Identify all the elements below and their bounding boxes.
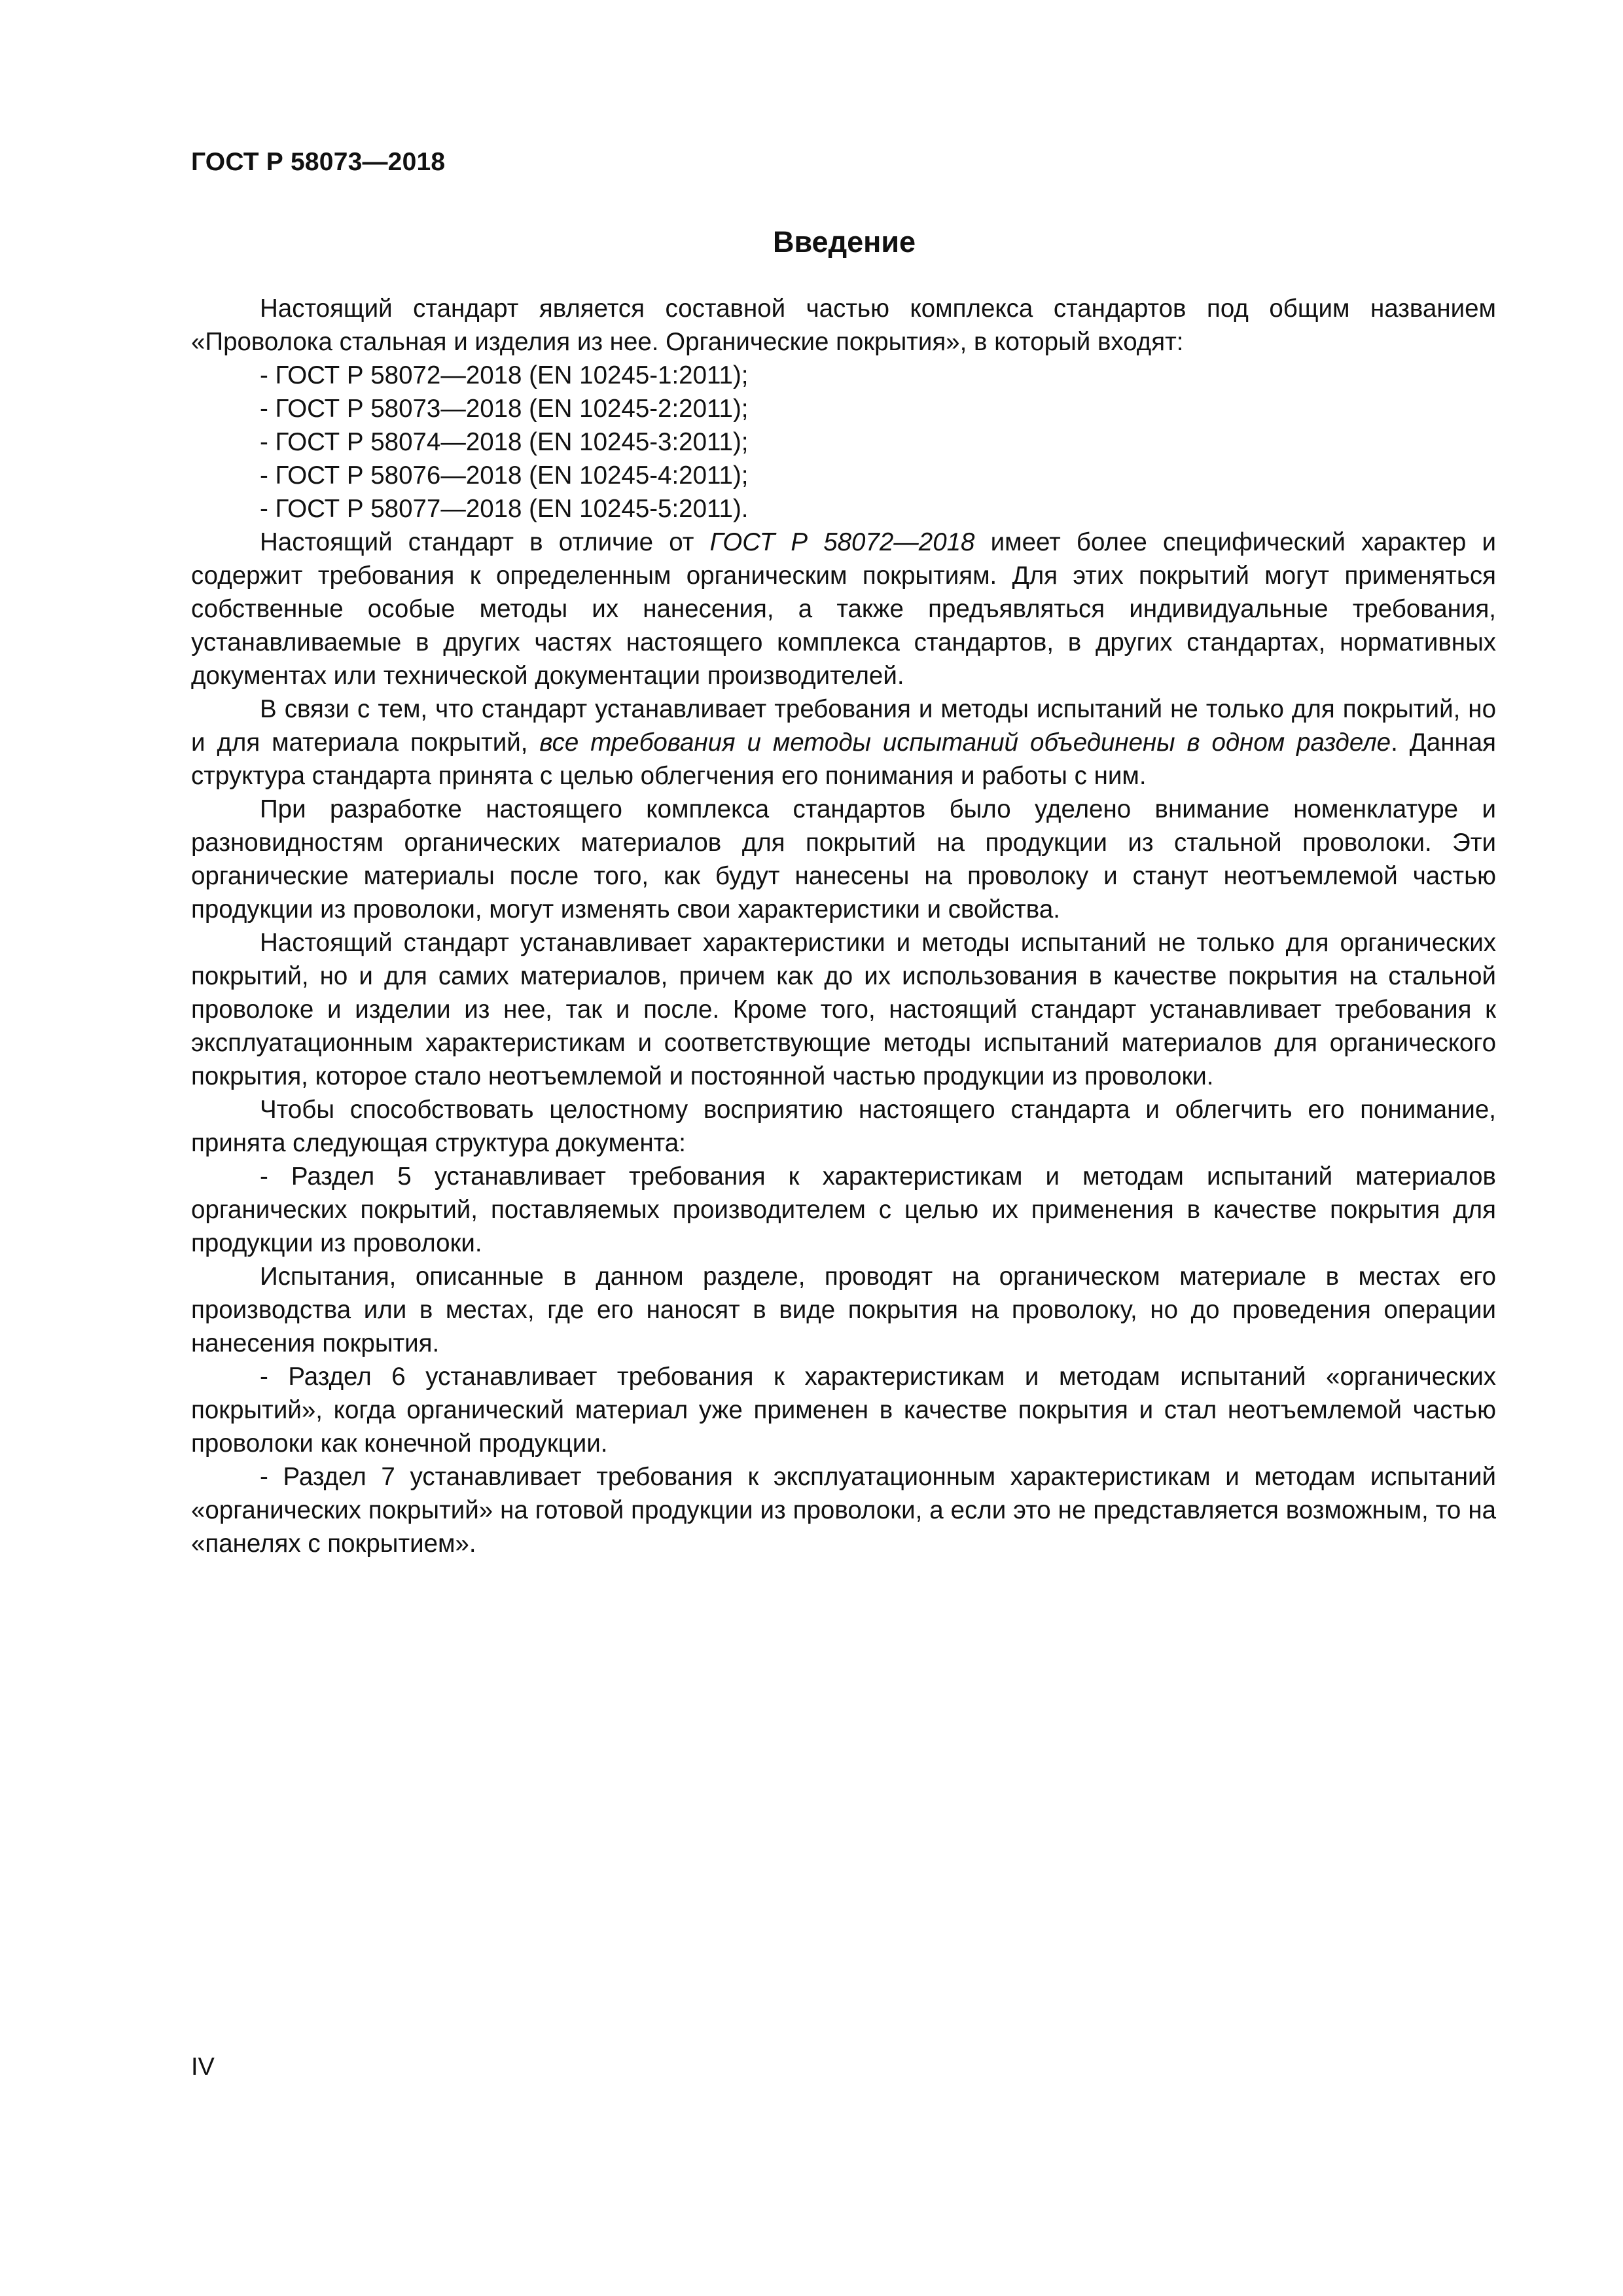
list-item: - ГОСТ Р 58077—2018 (EN 10245-5:2011).: [260, 495, 749, 523]
section-title: Введение: [772, 225, 916, 259]
paragraph-text: Настоящий стандарт в отличие от: [260, 528, 710, 556]
paragraph-structure-reason: [191, 692, 1496, 793]
list-item: - ГОСТ Р 58072—2018 (EN 10245-1:2011);: [260, 361, 749, 389]
paragraph-intro: Настоящий стандарт является составной частью комплекса стандартов под общим названием «Проволока стальная и изделия из нее. Органические покрытия», в который входят:: [191, 295, 1496, 356]
paragraph-text: В связи с тем, что стандарт устанавливает требования и методы испытаний не только для покрытий, но и для материала покрытий,: [191, 695, 1496, 757]
paragraph-text: . Данная структура стандарта принята с целью облегчения его понимания и работы с ним.: [191, 728, 1496, 790]
paragraph-section-5: - Раздел 5 устанавливает требования к характеристикам и методам испытаний материалов органических покрытий, поставляемых производителем с целью их применения в качестве покрытия для продукции из проволоки.: [191, 1162, 1496, 1257]
page-number: IV: [191, 2053, 215, 2081]
paragraph-section-6: - Раздел 6 устанавливает требования к характеристикам и методам испытаний «органических покрытий», когда органический материал уже применен в качестве покрытия и стал неотъемлемой частью проволоки как конечной продукции.: [191, 1363, 1496, 1458]
paragraph-structure-intro: Чтобы способствовать целостному восприятию настоящего стандарта и облегчить его понимание, принята следующая структура документа:: [191, 1096, 1496, 1157]
standard-reference: ГОСТ Р 58072—2018: [709, 528, 975, 556]
paragraph-text: имеет более специфический характер и содержит требования к определенным органическим покрытиям. Для этих покрытий могут применяться собственные особые методы их нанесения, а также предъявляться индивидуальные требования, устанавливаемые в других частях настоящего комплекса стандартов, в других стандартах, нормативных документах или технической документации производителей.: [191, 528, 1497, 690]
paragraph-section-5-tests: Испытания, описанные в данном разделе, проводят на органическом материале в местах его производства или в местах, где его наносят в виде покрытия на проволоку, но до проведения операции нанесения покрытия.: [191, 1263, 1496, 1357]
paragraph-section-7: - Раздел 7 устанавливает требования к эксплуатационным характеристикам и методам испытаний «органических покрытий» на готовой продукции из проволоки, а если это не представляется возможным, то на «панелях с покрытием».: [191, 1463, 1496, 1558]
list-item: - ГОСТ Р 58074—2018 (EN 10245-3:2011);: [260, 428, 749, 456]
paragraph-difference: [191, 526, 1496, 692]
emphasized-text: все требования и методы испытаний объединены в одном разделе: [539, 728, 1391, 757]
paragraph-scope: Настоящий стандарт устанавливает характеристики и методы испытаний не только для органических покрытий, но и для самих материалов, причем как до их использования в качестве покрытия на стальной проволоке и изделии из нее, так и после. Кроме того, настоящий стандарт устанавливает требования к эксплуатационным характеристикам и соответствующие методы испытаний материалов для органического покрытия, которое стало неотъемлемой и постоянной частью продукции из проволоки.: [191, 929, 1496, 1090]
document-code: ГОСТ Р 58073—2018: [191, 148, 446, 176]
body-text: [191, 292, 1496, 1560]
list-item: - ГОСТ Р 58073—2018 (EN 10245-2:2011);: [260, 395, 749, 423]
list-item: - ГОСТ Р 58076—2018 (EN 10245-4:2011);: [260, 461, 749, 490]
paragraph-materials: При разработке настоящего комплекса стандартов было уделено внимание номенклатуре и разновидностям органических материалов для покрытий на продукции из стальной проволоки. Эти органические материалы после того, как будут нанесены на проволоку и станут неотъемлемой частью продукции из проволоки, могут изменять свои характеристики и свойства.: [191, 795, 1496, 924]
